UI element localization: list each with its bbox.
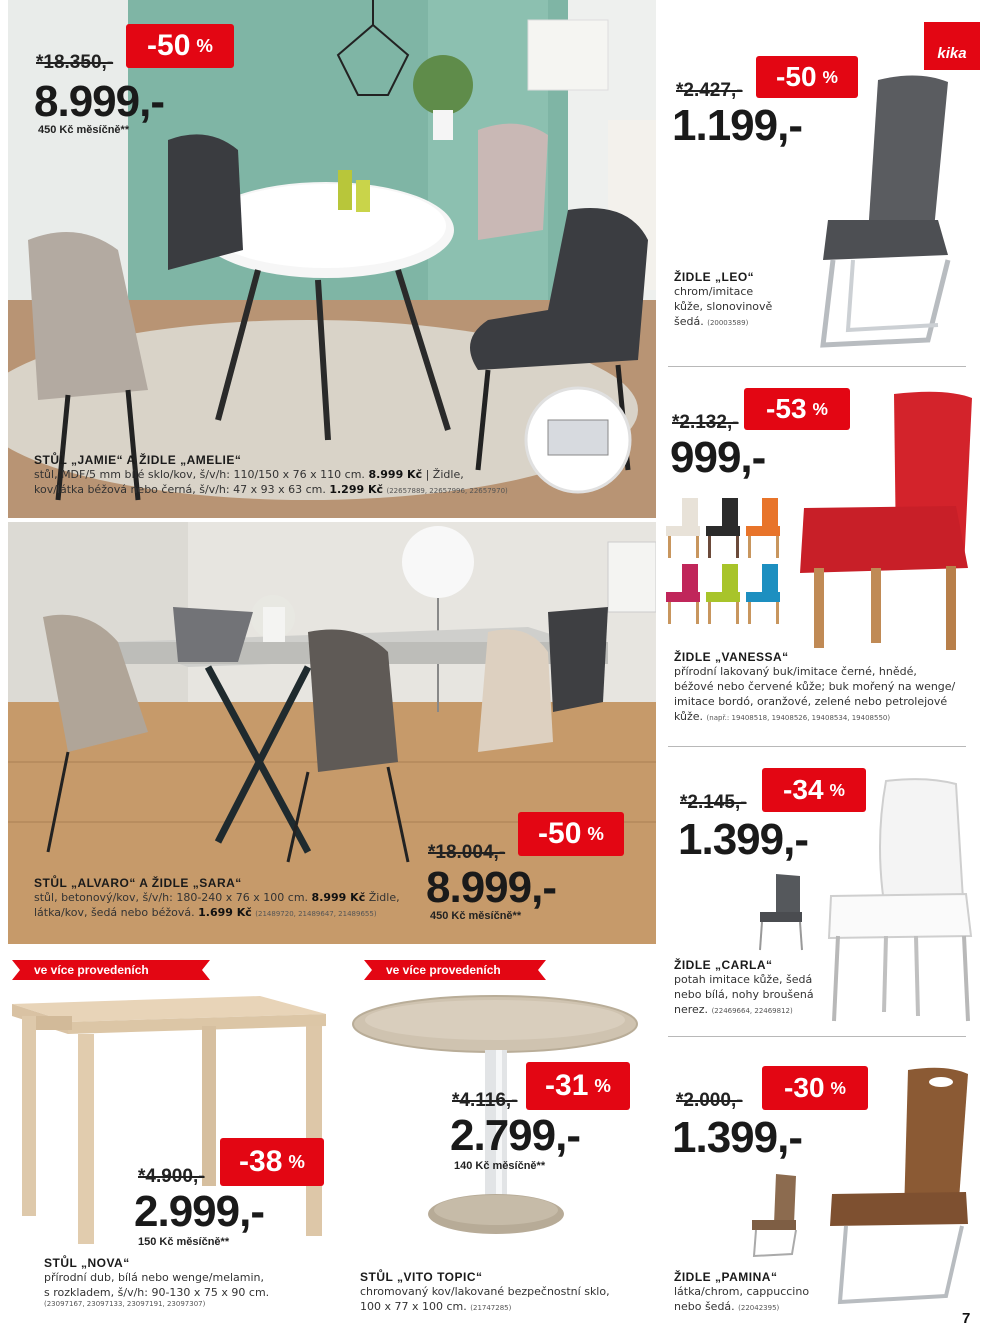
vito-desc-last: 100 x 77 x 100 cm. xyxy=(360,1300,467,1313)
hero1-price: 8.999,- xyxy=(34,77,164,126)
vanessa-color-variant xyxy=(746,564,780,624)
nova-desc-2: s rozkladem, š/v/h: 90-130 x 75 x 90 cm. xyxy=(44,1286,270,1299)
vanessa-info xyxy=(674,650,974,726)
divider xyxy=(668,1036,966,1037)
vanessa-price: 999,- xyxy=(670,433,766,482)
vito-ribbon: ve více provedeních xyxy=(364,960,538,980)
hero1-monthly: 450 Kč měsíčně** xyxy=(38,124,130,136)
leo-desc-1: chrom/imitace xyxy=(674,285,754,298)
hero2-pct: % xyxy=(587,823,604,844)
nova-price: 2.999,- xyxy=(134,1187,264,1236)
pamina-codes: (22042395) xyxy=(738,1304,780,1312)
leo-old-price: *2.427,- xyxy=(676,80,743,101)
hero2-desc1: stůl, betonový/kov, š/v/h: 180-240 x 76 x 100 cm. xyxy=(34,891,309,904)
pamina-old-price: *2.000,- xyxy=(676,1090,743,1111)
carla-desc-2: nebo bílá, nohy broušená xyxy=(674,988,814,1001)
vanessa-swatches xyxy=(664,496,794,626)
hero1-desc2: kov/látka béžová nebo černá, š/v/h: 47 x 93 x 63 cm. xyxy=(34,483,326,496)
carla-desc-1: potah imitace kůže, šedá xyxy=(674,973,813,986)
hero2-desc1-tail: Židle, xyxy=(368,891,400,904)
vanessa-discount: -53 xyxy=(766,393,807,424)
vito-title: STŮL „VITO TOPIC“ xyxy=(360,1270,483,1284)
hero2-desc2: látka/kov, šedá nebo béžová. xyxy=(34,906,195,919)
vito-price: 2.799,- xyxy=(450,1111,580,1160)
hero2-codes: (21489720, 21489647, 21489655) xyxy=(255,910,377,918)
carla-info xyxy=(674,958,824,1019)
hero1-discount-badge xyxy=(126,24,234,68)
pamina-title: ŽIDLE „PAMINA“ xyxy=(674,1270,778,1284)
vanessa-pct: % xyxy=(812,398,828,419)
hero2-old-price: *18.004,- xyxy=(428,842,506,863)
pamina-discount-badge xyxy=(762,1066,868,1110)
carla-grey-variant xyxy=(756,872,806,952)
vanessa-color-variant xyxy=(706,498,740,558)
vito-old-price: *4.116,- xyxy=(452,1090,518,1111)
pamina-info xyxy=(674,1270,834,1316)
leo-pct: % xyxy=(822,66,838,87)
leo-title: ŽIDLE „LEO“ xyxy=(674,270,755,284)
leo-desc-last: šedá. xyxy=(674,315,704,328)
hero2-caption xyxy=(34,876,424,922)
leo-discount-badge xyxy=(756,56,858,98)
hero1-codes: (22657889, 22657996, 22657970) xyxy=(386,487,508,495)
hero1-desc1-tail: | Židle, xyxy=(425,468,464,481)
vanessa-color-variant xyxy=(746,498,780,558)
nova-ribbon: ve více provedeních xyxy=(12,960,202,980)
leo-info xyxy=(674,270,804,331)
divider xyxy=(668,746,966,747)
hero2-desc2-price: 1.699 Kč xyxy=(198,906,252,919)
pamina-grey-variant xyxy=(748,1172,802,1258)
nova-desc-1: přírodní dub, bílá nebo wenge/melamin, xyxy=(44,1271,264,1284)
hero2-discount-badge xyxy=(518,812,624,856)
hero2-price: 8.999,- xyxy=(426,863,556,912)
vanessa-title: ŽIDLE „VANESSA“ xyxy=(674,650,789,664)
nova-info xyxy=(44,1256,324,1308)
hero1-title: STŮL „JAMIE“ A ŽIDLE „AMELIE“ xyxy=(34,453,242,467)
hero1-desc2-price: 1.299 Kč xyxy=(329,483,383,496)
leo-codes: (20003589) xyxy=(707,319,749,327)
hero1-old-price: *18.350,- xyxy=(36,52,114,73)
leo-chair-image xyxy=(808,70,968,350)
pamina-price: 1.399,- xyxy=(672,1113,802,1162)
vito-info xyxy=(360,1270,640,1316)
vito-discount-badge xyxy=(526,1062,630,1110)
vito-codes: (21747285) xyxy=(470,1304,512,1312)
hero1-caption xyxy=(34,453,534,499)
vanessa-codes: (např.: 19408518, 19408526, 19408534, 19408550) xyxy=(706,714,891,722)
pamina-discount: -30 xyxy=(784,1072,825,1103)
vanessa-desc-1: přírodní lakovaný buk/imitace černé, hnědé, xyxy=(674,665,917,678)
vanessa-discount-badge xyxy=(744,388,850,430)
nova-monthly: 150 Kč měsíčně** xyxy=(138,1236,230,1248)
leo-desc-2: kůže, slonovinově xyxy=(674,300,773,313)
vito-desc-1: chromovaný kov/lakované bezpečnostní sklo, xyxy=(360,1285,610,1298)
hero1-desc1: stůl, MDF/5 mm bílé sklo/kov, š/v/h: 110/150 x 76 x 110 cm. xyxy=(34,468,365,481)
hero2-monthly: 450 Kč měsíčně** xyxy=(430,910,522,922)
hero2-desc1-price: 8.999 Kč xyxy=(311,891,366,904)
vanessa-desc-last: kůže. xyxy=(674,710,704,723)
pamina-pct: % xyxy=(830,1077,846,1098)
pamina-desc-1: látka/chrom, cappuccino xyxy=(674,1285,810,1298)
vanessa-old-price: *2.132,- xyxy=(672,412,739,433)
page-number: 7 xyxy=(962,1310,971,1327)
hero2-discount: -50 xyxy=(538,817,582,850)
carla-discount: -34 xyxy=(783,774,824,805)
nova-discount-badge xyxy=(220,1138,324,1186)
carla-pct: % xyxy=(829,779,845,800)
carla-chair-image xyxy=(826,776,976,1026)
leo-discount: -50 xyxy=(776,61,817,92)
vanessa-color-variant xyxy=(666,564,700,624)
nova-discount: -38 xyxy=(239,1145,283,1178)
nova-old-price: *4.900,- xyxy=(138,1166,205,1187)
carla-discount-badge xyxy=(762,768,866,812)
kika-logo: kika xyxy=(924,22,980,70)
hero2-title: STŮL „ALVARO“ A ŽIDLE „SARA“ xyxy=(34,876,242,890)
pamina-desc-last: nebo šedá. xyxy=(674,1300,735,1313)
vito-pct: % xyxy=(594,1075,611,1096)
carla-price: 1.399,- xyxy=(678,815,808,864)
nova-title: STŮL „NOVA“ xyxy=(44,1256,130,1270)
nova-pct: % xyxy=(288,1151,305,1172)
vanessa-color-variant xyxy=(706,564,740,624)
vito-monthly: 140 Kč měsíčně** xyxy=(454,1160,546,1172)
carla-codes: (22469664, 22469812) xyxy=(711,1007,793,1015)
hero1-discount: -50 xyxy=(147,29,191,62)
vanessa-desc-3: imitace bordó, oranžové, zelené nebo petrolejové xyxy=(674,695,948,708)
vito-discount: -31 xyxy=(545,1069,589,1102)
carla-title: ŽIDLE „CARLA“ xyxy=(674,958,773,972)
leo-price: 1.199,- xyxy=(672,101,802,150)
carla-desc-last: nerez. xyxy=(674,1003,709,1016)
carla-old-price: *2.145,- xyxy=(680,792,747,813)
vanessa-desc-2: béžové nebo červené kůže; buk mořený na wenge/ xyxy=(674,680,956,693)
vanessa-color-variant xyxy=(666,498,700,558)
hero1-pct: % xyxy=(196,35,213,56)
nova-codes: (23097167, 23097133, 23097191, 23097307) xyxy=(44,1300,206,1308)
hero1-desc1-price: 8.999 Kč xyxy=(368,468,423,481)
divider xyxy=(668,366,966,367)
